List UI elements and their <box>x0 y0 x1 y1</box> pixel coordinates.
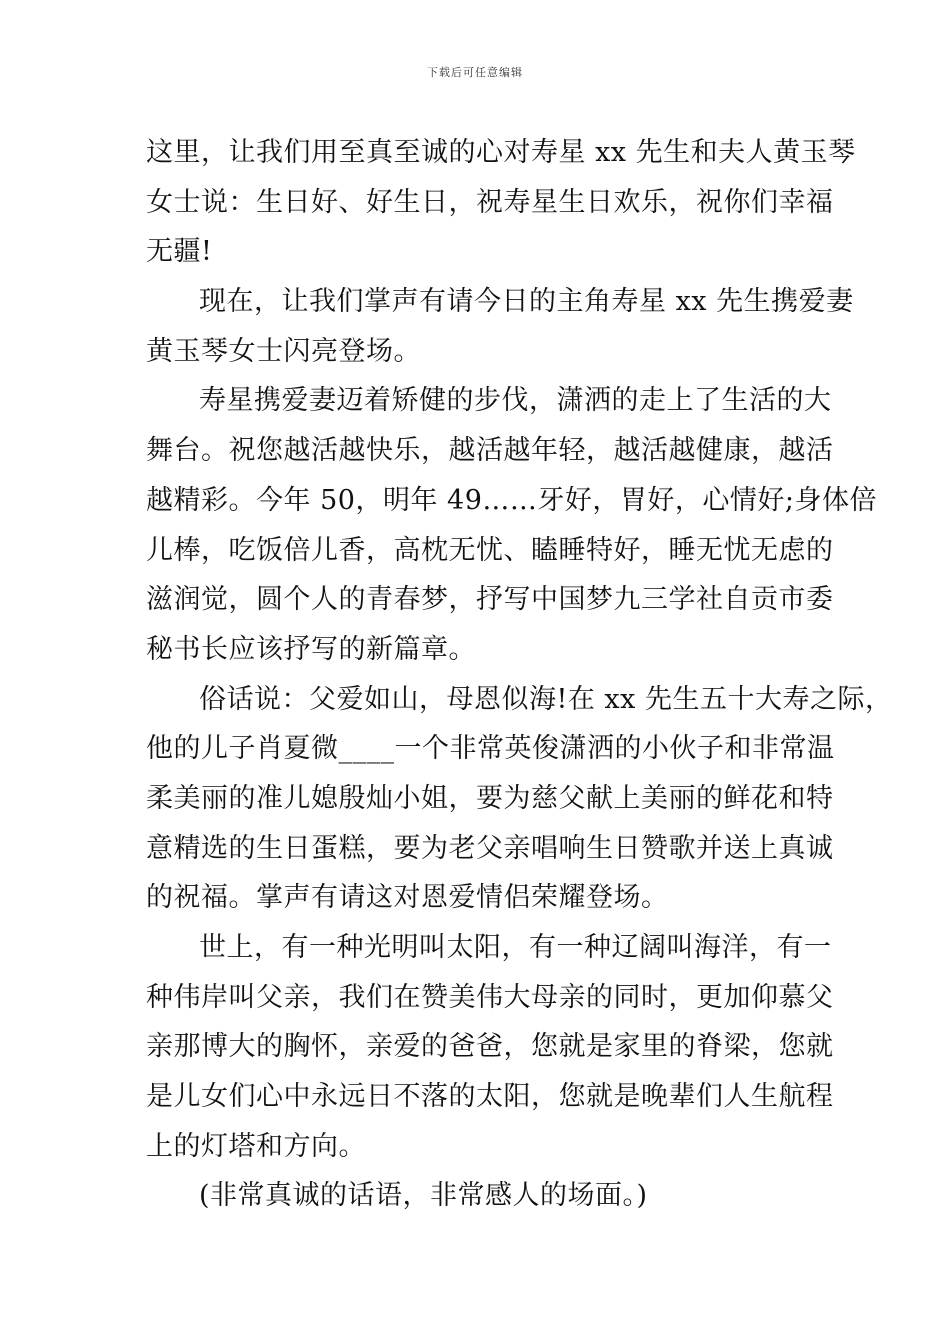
paragraph <box>146 675 893 923</box>
text-line: 黄玉琴女士闪亮登场。 <box>146 335 421 367</box>
text-line: 种伟岸叫父亲，我们在赞美伟大母亲的同时，更加仰慕父 <box>146 981 834 1013</box>
text-line: 意精选的生日蛋糕，要为老父亲唱响生日赞歌并送上真诚 <box>146 832 834 864</box>
text-line: 儿棒，吃饭倍儿香，高枕无忧、瞌睡特好，睡无忧无虑的 <box>146 534 834 566</box>
text-line: 的祝福。掌声有请这对恩爱情侣荣耀登场。 <box>146 882 669 914</box>
text-line: 柔美丽的准儿媳殷灿小姐，要为慈父献上美丽的鲜花和特 <box>146 782 834 814</box>
text-line: 舞台。祝您越活越快乐，越活越年轻，越活越健康，越活 <box>146 435 834 467</box>
paragraph <box>146 376 877 674</box>
paragraph <box>146 128 856 277</box>
text-line: 滋润觉，圆个人的青春梦，抒写中国梦九三学社自贡市委 <box>146 584 834 616</box>
text-line: 女士说：生日好、好生日，祝寿星生日欢乐，祝你们幸福 <box>146 186 834 218</box>
text-line: 寿星携爱妻迈着矫健的步伐，潇洒的走上了生活的大 <box>199 385 832 417</box>
page-header: 下载后可任意编辑 <box>427 66 523 79</box>
text-line: 世上，有一种光明叫太阳，有一种辽阔叫海洋，有一 <box>199 932 832 963</box>
text-line: (非常真诚的话语，非常感人的场面。) <box>199 1180 648 1212</box>
text-line: 无疆! <box>146 236 213 268</box>
text-line: 现在，让我们掌声有请今日的主角寿星 xx 先生携爱妻 <box>199 286 854 318</box>
paragraph <box>146 1171 806 1221</box>
text-line: 俗话说：父爱如山，母恩似海!在 xx 先生五十大寿之际， <box>199 683 893 715</box>
document-body <box>146 128 893 1221</box>
text-line: 他的儿子肖夏微____一个非常英俊潇洒的小伙子和非常温 <box>146 733 835 765</box>
text-line: 上的灯塔和方向。 <box>146 1130 366 1162</box>
text-line: 亲那博大的胸怀，亲爱的爸爸，您就是家里的脊梁，您就 <box>146 1031 834 1063</box>
text-line: 越精彩。今年 50，明年 49……牙好，胃好，心情好;身体倍 <box>146 484 877 516</box>
text-line: 是儿女们心中永远日不落的太阳，您就是晚辈们人生航程 <box>146 1081 834 1113</box>
text-line: 秘书长应该抒写的新篇章。 <box>146 633 476 665</box>
paragraph <box>146 277 854 376</box>
paragraph <box>146 923 834 1171</box>
text-line: 这里，让我们用至真至诚的心对寿星 xx 先生和夫人黄玉琴 <box>146 137 856 168</box>
